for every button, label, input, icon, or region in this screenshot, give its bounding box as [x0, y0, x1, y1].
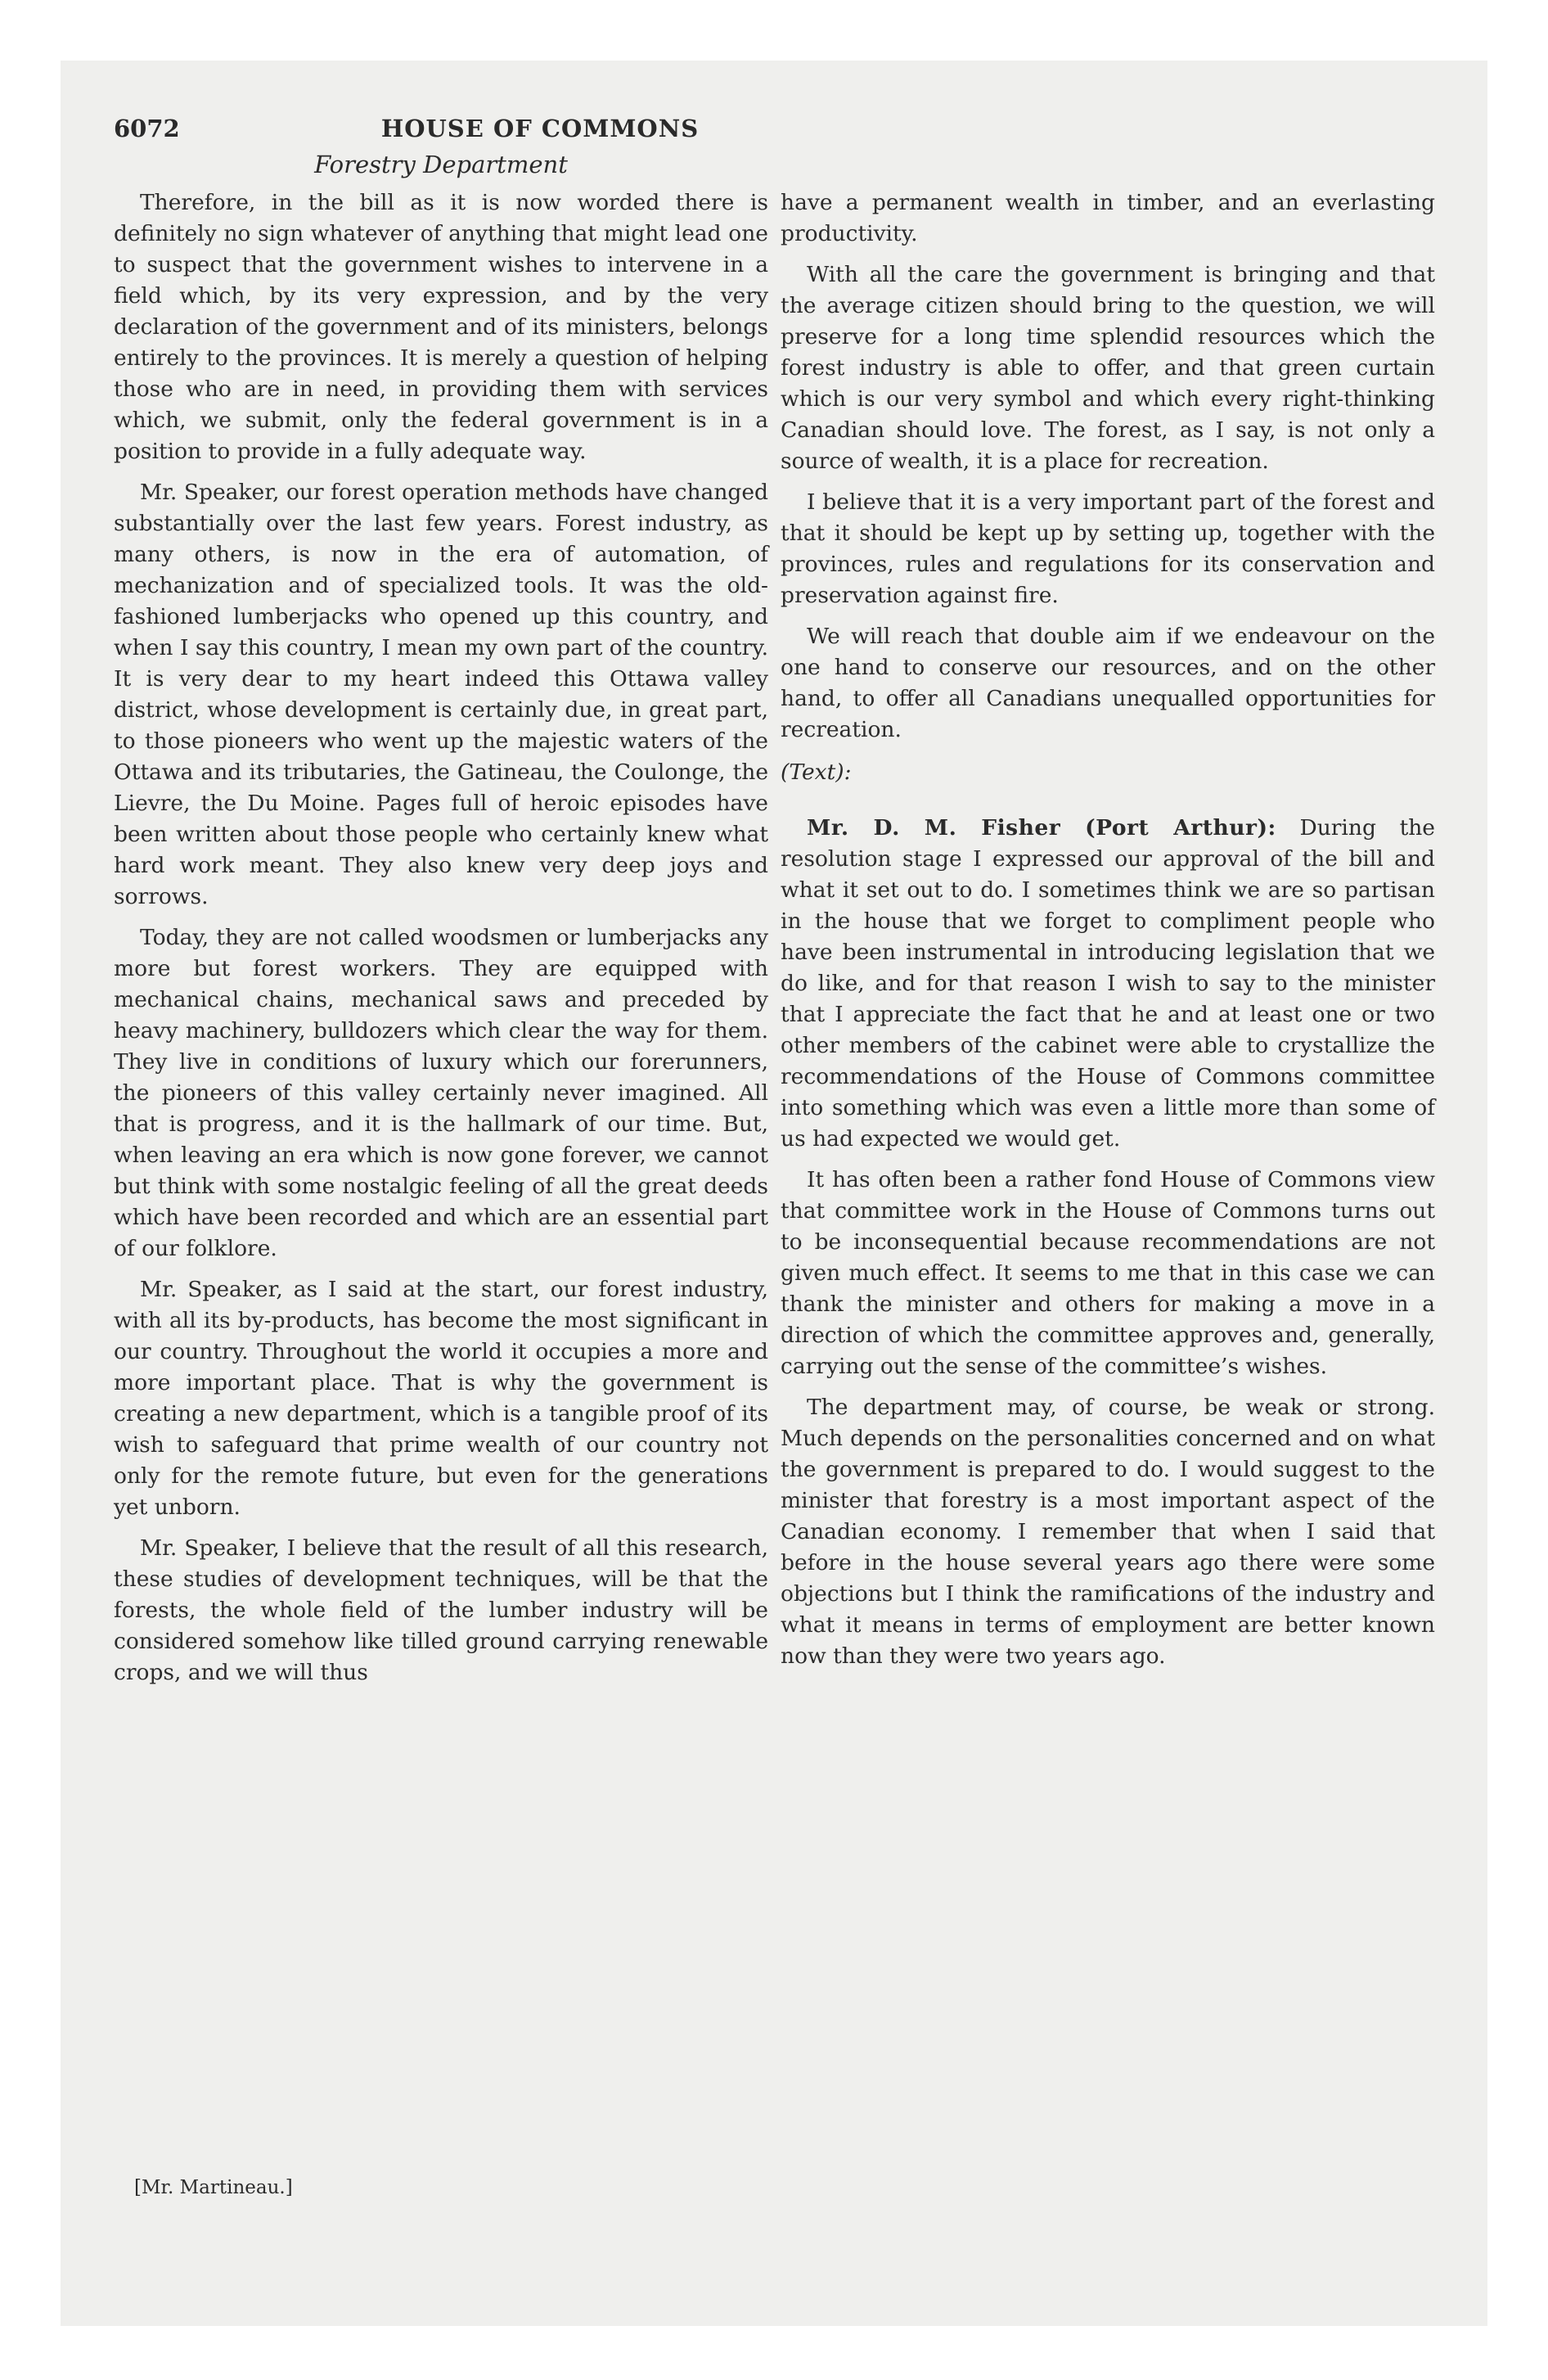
speaker-opening-text: During the resolution stage I expressed our approval of the bill and what it set out to do. I sometimes think we are so partisan in the house that we forget to compliment people who have been instrumental in introducing legislation that we do like, and for that reason I wish to say to the minister that I appreciate the fact that he and at least one or two other members of the cabinet were able to crystallize the recommendations of the House of Commons committee into something which was even a little more than some of us had expected we would get. — [781, 815, 1435, 1152]
paragraph: Mr. Speaker, our forest operation methods have changed substantially over the last few years. Forest industry, as many others, is now in the era of automation, of mechanization and of specialized tools. It was the old-fashioned lumberjacks who opened up this country, and when I say this country, I mean my own part of the country. It is very dear to my heart indeed this Ottawa valley district, whose development is certainly due, in great part, to those pioneers who went up the majestic waters of the Ottawa and its tributaries, the Gatineau, the Coulonge, the Lievre, the Du Moine. Pages full of heroic episodes have been written about those people who certainly knew what hard work meant. They also knew very deep joys and sorrows. — [114, 480, 768, 909]
right-column — [781, 187, 1435, 1682]
paragraph: Mr. Speaker, as I said at the start, our forest industry, with all its by-products, has become the most significant in our country. Throughout the world it occupies a more and more important place. That is why the government is creating a new department, which is a tangible proof of its wish to safeguard that prime wealth of our country not only for the remote future, but even for the generations yet unborn. — [114, 1277, 768, 1520]
section-title: Forestry Department — [314, 151, 568, 178]
page-header — [114, 115, 966, 151]
speaker-name: Mr. D. M. Fisher (Port Arthur): — [807, 815, 1276, 841]
text-label: (Text): — [781, 760, 852, 785]
paragraph: It has often been a rather fond House of Commons view that committee work in the House of Commons turns out to be inconsequential because recommendations are not given much effect. It seems to me that in this case we can thank the minister and others for making a move in a direction of which the committee approves and, generally, carrying out the sense of the committee’s wishes. — [781, 1167, 1435, 1379]
page-number: 6072 — [114, 115, 180, 142]
scanned-page — [61, 61, 1487, 2326]
paragraph: The department may, of course, be weak or strong. Much depends on the personalities concerned and on what the government is prepared to do. I would suggest to the minister that forestry is a most important aspect of the Canadian economy. I remember that when I said that before in the house several years ago there were some objections but I think the ramifications of the industry and what it means in terms of employment are better known now than they were two years ago. — [781, 1395, 1435, 1669]
left-column — [114, 187, 768, 1698]
paragraph: Mr. Speaker, I believe that the result of all this research, these studies of development techniques, will be that the forests, the whole field of the lumber industry will be considered somehow like tilled ground carrying renewable crops, and we will thus — [114, 1535, 768, 1685]
speaker-paragraph — [781, 813, 1435, 1155]
paragraph: Today, they are not called woodsmen or lumberjacks any more but forest workers. They are equipped with mechanical chains, mechanical saws and preceded by heavy machinery, bulldozers which clear the way for them. They live in conditions of luxury which our forerunners, the pioneers of this valley certainly never imagined. All that is progress, and it is the hallmark of our time. But, when leaving an era which is now gone forever, we cannot but think with some nostalgic feeling of all the great deeds which have been recorded and which are an essential part of our folklore. — [114, 925, 768, 1261]
footer-attribution: [Mr. Martineau.] — [134, 2177, 293, 2198]
continued-paragraph: have a permanent wealth in timber, and an everlasting productivity. — [781, 190, 1435, 246]
paragraph: With all the care the government is bringing and that the average citizen should bring to the question, we will preserve for a long time splendid resources which the forest industry is able to offer, and that green curtain which is our very symbol and which every right-thinking Canadian should love. The forest, as I say, is not only a source of wealth, it is a place for recreation. — [781, 262, 1435, 474]
running-head: HOUSE OF COMMONS — [380, 115, 700, 142]
paragraph: Therefore, in the bill as it is now worded there is definitely no sign whatever of anything that might lead one to suspect that the government wishes to intervene in a field which, by its very expression, and by the very declaration of the government and of its ministers, belongs entirely to the provinces. It is merely a question of helping those who are in need, in providing them with services which, we submit, only the federal government is in a position to provide in a fully adequate way. — [114, 190, 768, 464]
paragraph: We will reach that double aim if we endeavour on the one hand to conserve our resources, and on the other hand, to offer all Canadians unequalled opportunities for recreation. — [781, 624, 1435, 742]
paragraph: I believe that it is a very important part of the forest and that it should be kept up by setting up, together with the provinces, rules and regulations for its conservation and preservation against fire. — [781, 489, 1435, 608]
